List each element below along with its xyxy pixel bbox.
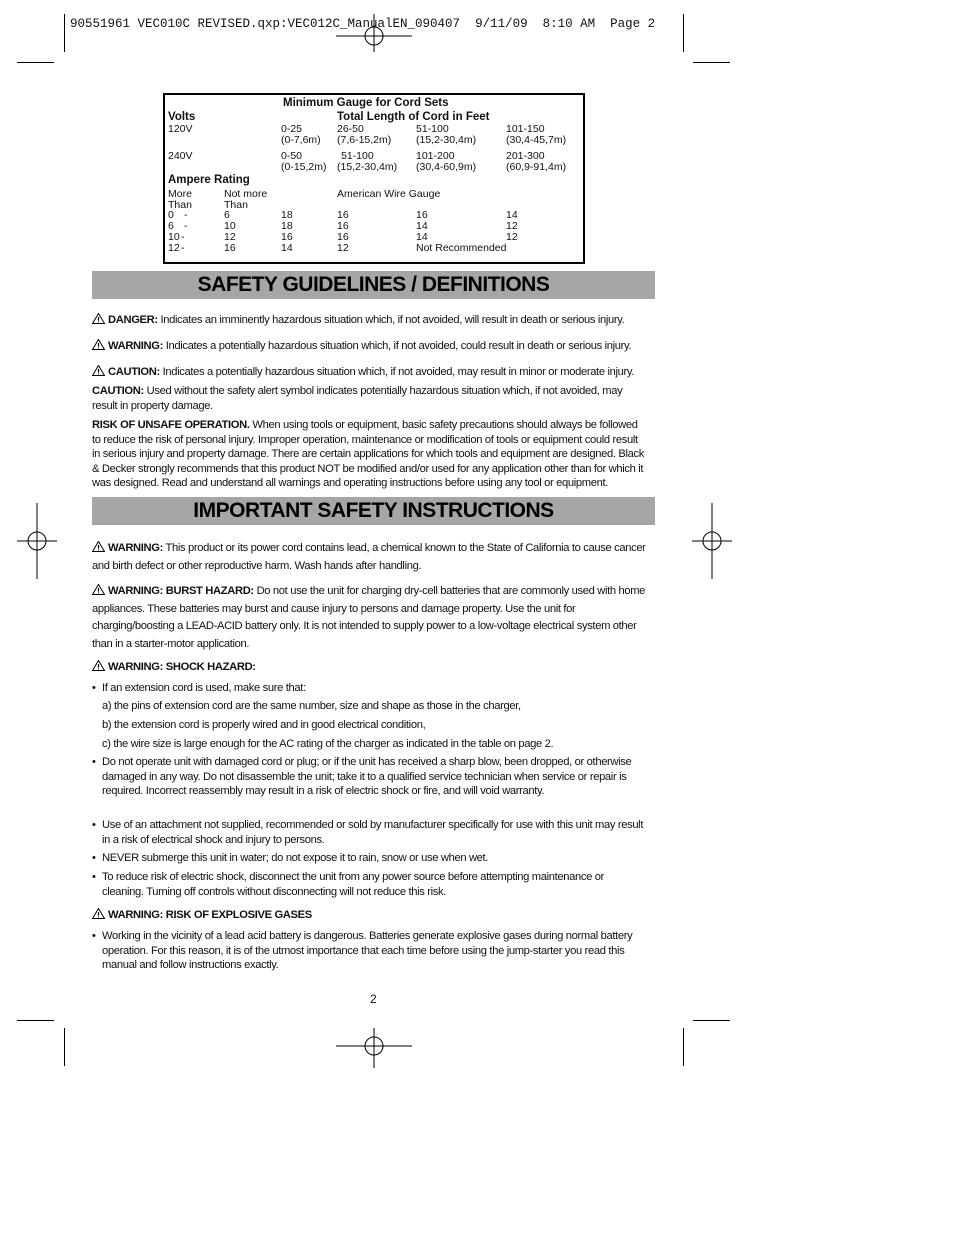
awg-header: American Wire Gauge: [337, 188, 441, 200]
gauge-cell: 16: [337, 209, 349, 221]
registration-mark: [336, 1028, 412, 1068]
caution-label: CAUTION:: [92, 385, 144, 397]
amp-sep: -: [184, 220, 188, 232]
shock-hazard-heading: [92, 660, 647, 675]
length-cell: 0-50: [281, 150, 303, 162]
registration-mark: [692, 503, 732, 579]
warning-label: WARNING:: [108, 340, 163, 352]
crop-mark: [693, 1020, 730, 1021]
registration-mark: [336, 14, 412, 52]
list-item-text: To reduce risk of electric shock, disconnect the unit from any power source before attempting maintenance or cleaning. Turning off controls without disconnecting will not reduce this risk.: [102, 871, 604, 898]
gauge-cell: 14: [281, 242, 293, 254]
length-metric-cell: (60,9-91,4m): [506, 161, 567, 173]
shock-hazard-label: WARNING: SHOCK HAZARD:: [108, 661, 256, 673]
length-metric-cell: (15,2-30,4m): [337, 161, 398, 173]
danger-definition: [92, 313, 647, 328]
caution-property-text: Used without the safety alert symbol indicates potentially hazardous situation which, if not avoided, may result in property damage.: [92, 385, 623, 412]
list-item-text: c) the wire size is large enough for the AC rating of the charger as indicated in the table on page 2.: [102, 738, 554, 750]
amp-to: 6: [224, 209, 230, 221]
gauge-cell: 14: [506, 209, 518, 221]
amp-to: 12: [224, 231, 236, 243]
not-more-than-header: Not more Than: [224, 188, 268, 211]
length-metric-cell: (15,2-30,4m): [416, 134, 477, 146]
crop-mark: [64, 14, 65, 52]
gauge-cell: 16: [337, 231, 349, 243]
gauge-cell: 16: [281, 231, 293, 243]
burst-hazard-warning: [92, 583, 647, 653]
risk-unsafe-operation: [92, 418, 647, 491]
amp-from: 0: [168, 209, 174, 221]
amp-sep: -: [181, 242, 185, 254]
list-item-text: a) the pins of extension cord are the same number, size and shape as those in the charger,: [102, 700, 521, 712]
crop-mark: [683, 1028, 684, 1066]
caution-property-definition: [92, 384, 647, 413]
length-metric-cell: (0-15,2m): [281, 161, 327, 173]
volt-cell: 120V: [168, 123, 193, 135]
lead-warning-label: WARNING:: [108, 542, 163, 554]
page-number: 2: [370, 992, 377, 1006]
gauge-cell: 18: [281, 220, 293, 232]
length-metric-cell: (30,4-45,7m): [506, 134, 567, 146]
list-item-text: NEVER submerge this unit in water; do not expose it to rain, snow or use when wet.: [102, 852, 489, 864]
lead-warning: [92, 540, 647, 575]
list-item-text: If an extension cord is used, make sure that:: [102, 682, 306, 694]
warning-definition: [92, 339, 647, 354]
length-cell: 201-300: [506, 150, 545, 162]
list-item-text: Do not operate unit with damaged cord or plug; or if the unit has received a sharp blow, been dropped, or otherwise damaged in any way. Do not disassemble the unit; take it to a qualified service technician when service or repair is required. Incorrect reassembly may result in a risk of electric shock or fire, and will void warranty.: [102, 756, 632, 797]
length-header: Total Length of Cord in Feet: [337, 111, 490, 123]
crop-mark: [17, 62, 54, 63]
crop-mark: [64, 1028, 65, 1066]
gauge-cell: 14: [416, 231, 428, 243]
warning-triangle-icon: [92, 541, 105, 552]
amp-sep: -: [181, 231, 185, 243]
list-item-text: b) the extension cord is properly wired and in good electrical condition,: [102, 719, 426, 731]
bullet-glyph: •: [92, 930, 96, 942]
length-cell: 0-25: [281, 123, 303, 135]
bullet-glyph: •: [92, 682, 96, 694]
amp-from: 6: [168, 220, 174, 232]
bullet-glyph: •: [92, 871, 96, 883]
lead-warning-text: This product or its power cord contains lead, a chemical known to the State of California to cause cancer and birth defect or other reproductive harm. Wash hands after handling.: [92, 542, 646, 572]
risk-label: RISK OF UNSAFE OPERATION.: [92, 419, 250, 431]
length-cell: 26-50: [337, 123, 364, 135]
caution-label: CAUTION:: [108, 366, 160, 378]
amp-from: 12: [168, 242, 180, 254]
cord-gauge-table: [163, 93, 585, 264]
table-title: Minimum Gauge for Cord Sets: [283, 97, 449, 109]
crop-mark: [693, 62, 730, 63]
gauge-cell: 14: [416, 220, 428, 232]
caution-text: Indicates a potentially hazardous situation which, if not avoided, may result in minor or moderate injury.: [159, 366, 635, 378]
gauge-cell: 12: [506, 220, 518, 232]
length-metric-cell: (0-7,6m): [281, 134, 321, 146]
warning-triangle-icon: [92, 313, 105, 324]
length-metric-cell: (7,6-15,2m): [337, 134, 392, 146]
bullet-glyph: •: [92, 819, 96, 831]
length-cell: 101-200: [416, 150, 455, 162]
gauge-cell: 16: [416, 209, 428, 221]
gauge-cell: 18: [281, 209, 293, 221]
length-cell: 51-100: [416, 123, 449, 135]
gauge-cell: 16: [337, 220, 349, 232]
explosive-gases-label: WARNING: RISK OF EXPLOSIVE GASES: [108, 909, 312, 921]
list-item-text: Use of an attachment not supplied, recommended or sold by manufacturer specifically for use with this unit may result in a risk of electrical shock and injury to persons.: [102, 819, 644, 846]
list-item-text: Working in the vicinity of a lead acid battery is dangerous. Batteries generate explosive gases during normal battery operation. For this reason, it is of the utmost importance that each time before using the jump-starter you read this manual and follow instructions exactly.: [102, 930, 633, 971]
explosive-gases-heading: [92, 908, 647, 923]
volts-header: Volts: [168, 111, 196, 123]
length-metric-cell: (30,4-60,9m): [416, 161, 477, 173]
gauge-cell: Not Recommended: [416, 242, 507, 254]
risk-text: When using tools or equipment, basic safety precautions should always be followed to reduce the risk of personal injury. Improper operation, maintenance or modification of tools or equipment could result in serious injury and property damage. There are certain applications for which tools and equipment are designed. Black & Decker strongly recommends that this product NOT be modified and/or used for any application other than for which it was designed. Read and understand all warnings and operating instructions before using any tool or equipment.: [92, 419, 645, 489]
warning-triangle-icon: [92, 908, 105, 919]
ampere-header: Ampere Rating: [168, 174, 250, 186]
crop-mark: [683, 14, 684, 52]
amp-to: 16: [224, 242, 236, 254]
section-banner-important-safety: IMPORTANT SAFETY INSTRUCTIONS: [92, 497, 655, 525]
registration-mark: [17, 503, 57, 579]
gauge-cell: 12: [337, 242, 349, 254]
volt-cell: 240V: [168, 150, 193, 162]
length-cell: 101-150: [506, 123, 545, 135]
more-than-header: More Than: [168, 188, 192, 211]
caution-definition: [92, 365, 647, 380]
burst-hazard-label: WARNING: BURST HAZARD:: [108, 585, 254, 597]
danger-text: Indicates an imminently hazardous situation which, if not avoided, will result in death or serious injury.: [157, 314, 625, 326]
warning-triangle-icon: [92, 365, 105, 376]
warning-triangle-icon: [92, 339, 105, 350]
warning-triangle-icon: [92, 660, 105, 671]
burst-hazard-text: Do not use the unit for charging dry-cell batteries that are commonly used with home appliances. These batteries may burst and cause injury to persons and damage property. Use the unit for charging/boosting a LEAD-ACID battery only. It is not intended to supply power to a low-voltage electrical system other than in a starter-motor application.: [92, 585, 646, 650]
warning-triangle-icon: [92, 584, 105, 595]
length-cell: 51-100: [341, 150, 374, 162]
section-banner-safety-guidelines: SAFETY GUIDELINES / DEFINITIONS: [92, 271, 655, 299]
amp-sep: -: [184, 209, 188, 221]
amp-to: 10: [224, 220, 236, 232]
danger-label: DANGER:: [108, 314, 158, 326]
gauge-cell: 12: [506, 231, 518, 243]
bullet-glyph: •: [92, 852, 96, 864]
print-slug-line: 90551961 VEC010C REVISED.qxp:VEC012C_ManualEN_090407 9/11/09 8:10 AM Page 2: [70, 17, 656, 31]
warning-text: Indicates a potentially hazardous situation which, if not avoided, could result in death or serious injury.: [163, 340, 632, 352]
crop-mark: [17, 1020, 54, 1021]
amp-from: 10: [168, 231, 180, 243]
bullet-glyph: •: [92, 756, 96, 768]
